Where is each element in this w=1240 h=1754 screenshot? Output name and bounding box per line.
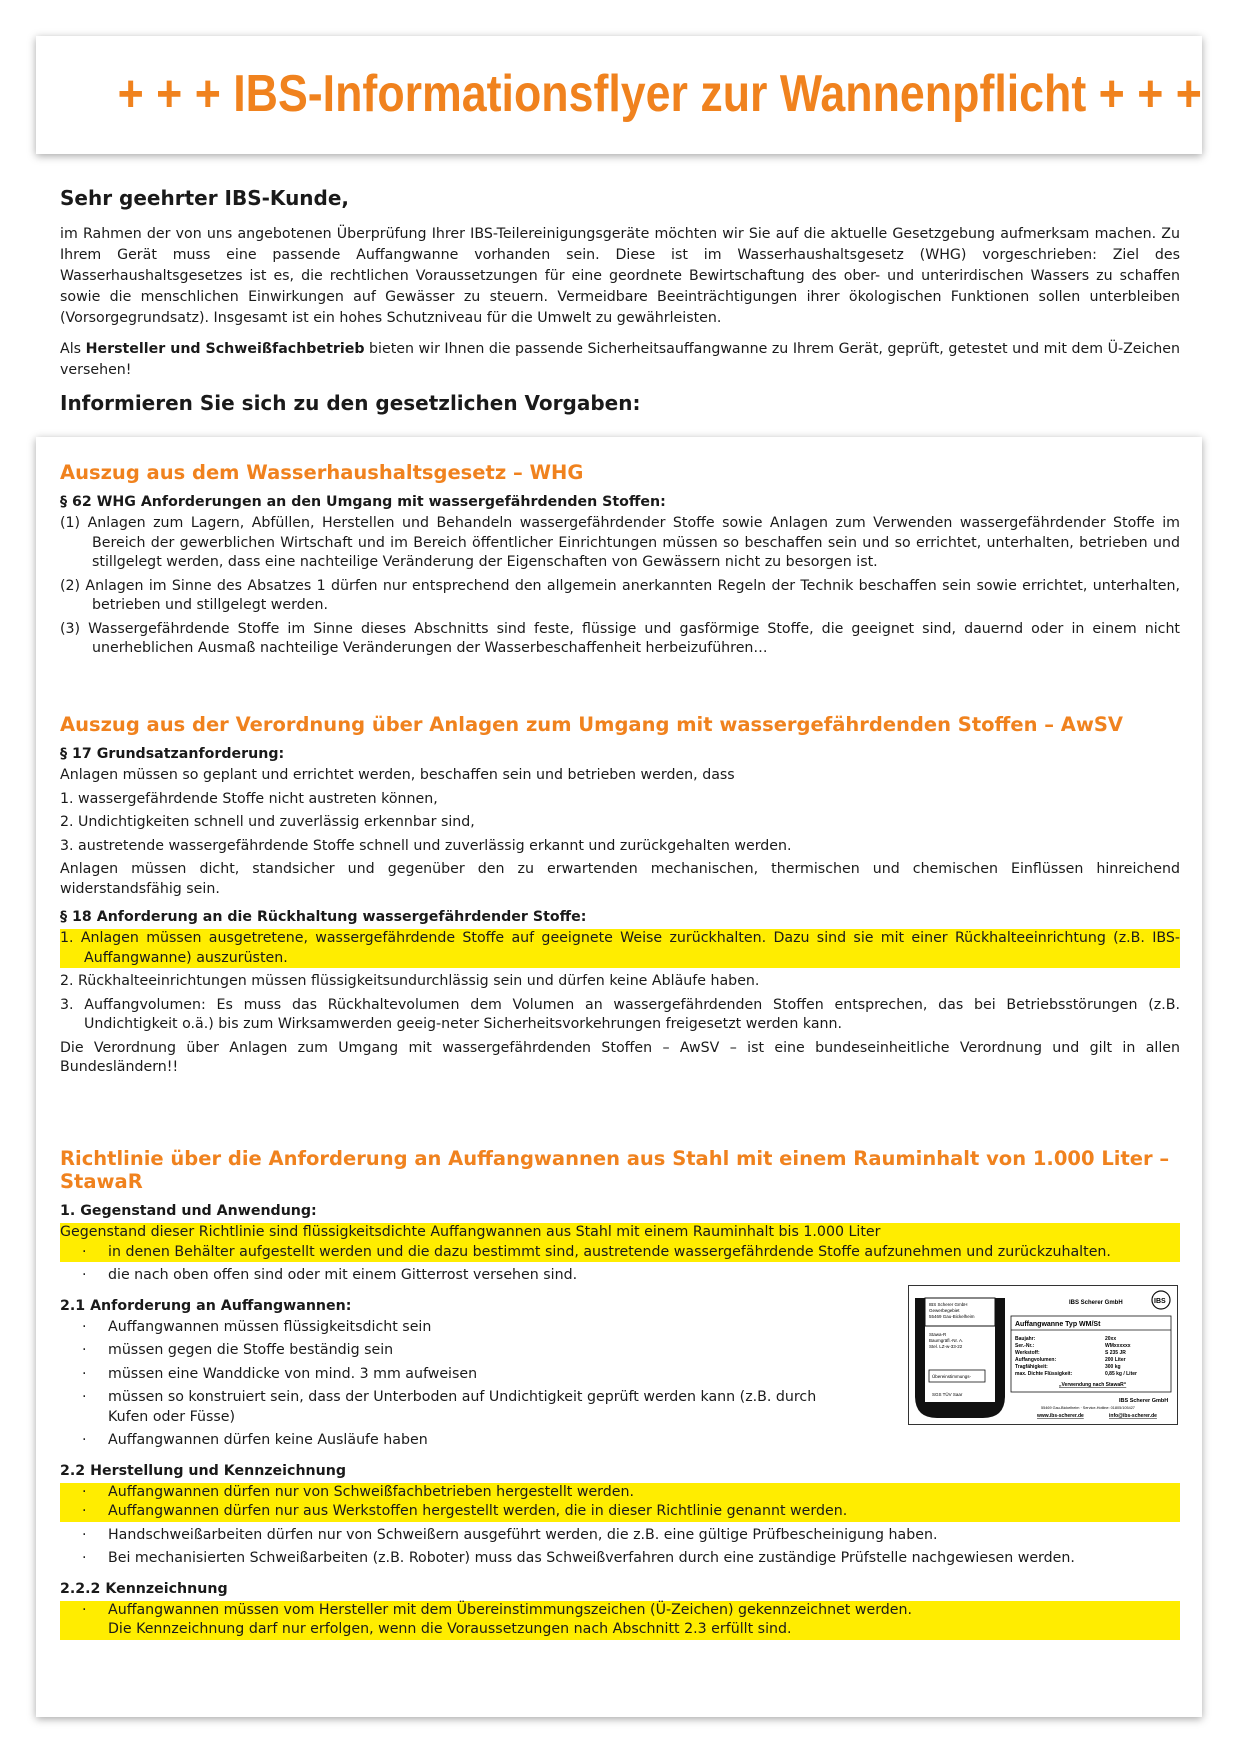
- intro-p2-post: bieten wir Ihnen die passende Sicherheitsauffangwanne zu Ihrem Gerät, geprüft, getestet und mit dem Ü-Zeichen versehen!: [60, 341, 1180, 378]
- page-title: + + + IBS-Informationsflyer zur Wannenpflicht + + +: [117, 65, 1202, 123]
- svg-text:55469 Gau-Bickelheim · Service: 55469 Gau-Bickelheim · Service-Hotline: 01805/105427: [1041, 1406, 1135, 1410]
- whg-item: (2) Anlagen im Sinne des Absatzes 1 dürfen nur entsprechend den allgemein anerkannten Regeln der Technik beschaffen sein sowie errichtet, unterhalten, betrieben und stillgelegt werden.: [60, 577, 1180, 613]
- svg-text:Baujahr:: Baujahr:: [1015, 1336, 1036, 1342]
- intro-paragraph: im Rahmen der von uns angebotenen Überprüfung Ihrer IBS-Teilereinigungsgeräte möchten wir Sie auf die aktuelle Gesetzgebung aufmerksam machen. Zu Ihrem Gerät muss eine passende Auffangwanne vorhanden sein. Diese ist im Wasserhaushaltsgesetz (WHG) vorgeschrieben: Ziel des Wasserhaushaltsgesetzes ist es, die rechtlichen Voraussetzungen für eine geordnete Bewirtschaftung des ober- und unterirdischen Wassers zu schaffen sowie die menschlichen Einwirkungen auf Gewässer zu steuern. Vermeidbare Beeinträchtigungen ihrer ökologischen Funktionen sollen unterbleiben (Vorsorgegrundsatz). Insgesamt ist ein hohes Schutzniveau für die Umwelt zu gewährleisten.: [60, 226, 1180, 326]
- awsv-list18-item-highlight: 1. Anlagen müssen ausgetretene, wassergefährdende Stoffe auf geeignete Weise zurückhalten. Dazu sind sie mit einer Rückhalteeinrichtung (z.B. IBS-Auffangwanne) auszurüsten.: [60, 929, 1180, 968]
- svg-text:max. Dichte Flüssigkeit:: max. Dichte Flüssigkeit:: [1015, 1371, 1073, 1377]
- stawar-bullet: · die nach oben offen sind oder mit einem Gitterrost versehen sind.: [82, 1267, 578, 1283]
- stawar-highlight1: Gegenstand dieser Richtlinie sind flüssigkeitsdichte Auffangwannen aus Stahl mit einem Rauminhalt bis 1.000 Liter: [60, 1223, 1180, 1243]
- svg-text:info@ibs-scherer.de: info@ibs-scherer.de: [1109, 1413, 1157, 1419]
- svg-text:300 kg: 300 kg: [1105, 1364, 1121, 1370]
- stawar-bullet-highlight: · Auffangwannen dürfen nur von Schweißfachbetrieben hergestellt werden.: [60, 1483, 1180, 1503]
- awsv-title: Auszug aus der Verordnung über Anlagen zum Umgang mit wassergefährdenden Stoffen – AwSV: [60, 713, 1124, 736]
- awsv-list17-item: 3. austretende wassergefährdende Stoffe schnell und zuverlässig erkannt und zurückgehalten werden.: [60, 837, 792, 854]
- type-plate-drawing: [909, 1286, 1177, 1424]
- stawar-bullet-highlight: · in denen Behälter aufgestellt werden und die dazu bestimmt sind, austretende wassergefährdende Stoffe aufzunehmen und zurückzuhalten.: [60, 1243, 1180, 1263]
- awsv-intro17: Anlagen müssen so geplant und errichtet werden, beschaffen sein und betrieben werden, dass: [60, 767, 735, 783]
- intro-p2-pre: Als: [60, 341, 86, 357]
- svg-text:IBS Scherer GmbH: IBS Scherer GmbH: [1069, 1300, 1123, 1306]
- whg-item: (1) Anlagen zum Lagern, Abfüllen, Herstellen und Behandeln wassergefährdender Stoffe sowie Anlagen zum Verwenden wassergefährdender Stoffe im Bereich der gewerblichen Wirtschaft und im Bereich öffentlicher Einrichtungen müssen so beschaffen sein und so errichtet, unterhalten, betrieben und stillgelegt werden, dass eine nachteilige Veränderung der Eigenschaften von Gewässern nicht zu besorgen ist.: [60, 515, 1180, 570]
- svg-text:Stawa-R: Stawa-R: [929, 1332, 947, 1337]
- svg-text:„Verwendung nach StawaR“: „Verwendung nach StawaR“: [1059, 1382, 1127, 1388]
- stawar-bullet: · Handschweißarbeiten dürfen nur von Schweißern ausgeführt werden, die z.B. eine gültige Prüfbescheinigung haben.: [82, 1526, 938, 1543]
- awsv-outro17: Anlagen müssen dicht, standsicher und gegenüber den zu erwartenden mechanischen, thermischen und chemischen Einflüssen hinreichend widerstandsfähig sein.: [60, 861, 1180, 897]
- svg-text:55469 Gau-Bickelheim: 55469 Gau-Bickelheim: [929, 1314, 975, 1319]
- whg-item: (3) Wassergefährdende Stoffe im Sinne dieses Abschnitts sind feste, flüssige und gasförmige Stoffe, die geeignet sind, dauernd oder in einem nicht unerheblichen Ausmaß nachteilige Veränderungen der Wasserbeschaffenheit herbeizuführen…: [60, 620, 1180, 656]
- svg-text:Auffangwanne Typ WM/St: Auffangwanne Typ WM/St: [1015, 1321, 1101, 1328]
- intro-paragraph-2: [60, 339, 1180, 381]
- awsv-sub17: § 17 Grundsatzanforderung:: [60, 746, 285, 762]
- stawar-bullet: · Auffangwannen dürfen keine Ausläufe haben: [82, 1432, 428, 1448]
- svg-text:Stel. LZ-w-33-22: Stel. LZ-w-33-22: [929, 1344, 963, 1349]
- stawar-bullet: · Auffangwannen müssen flüssigkeitsdicht sein: [82, 1318, 432, 1335]
- awsv-sub18: § 18 Anforderung an die Rückhaltung wassergefährdender Stoffe:: [60, 909, 587, 925]
- whg-subheading: § 62 WHG Anforderungen an den Umgang mit wassergefährdenden Stoffen:: [60, 494, 666, 510]
- svg-text:S 235 JR: S 235 JR: [1105, 1350, 1126, 1356]
- svg-text:www.ibs-scherer.de: www.ibs-scherer.de: [1037, 1413, 1084, 1419]
- svg-text:20xx: 20xx: [1105, 1336, 1117, 1342]
- stawar-bullet: · Bei mechanisierten Schweißarbeiten (z.B. Roboter) muss das Schweißverfahren durch eine zuständige Prüfstelle nachgewiesen werden.: [82, 1550, 1075, 1566]
- stawar-title: Richtlinie über die Anforderung an Auffangwannen aus Stahl mit einem Rauminhalt von 1.000 Liter – StawaR: [60, 1147, 1170, 1193]
- stawar-sub1: 1. Gegenstand und Anwendung:: [60, 1203, 317, 1219]
- svg-text:Auffangvolumen:: Auffangvolumen:: [1015, 1357, 1057, 1363]
- salutation: Sehr geehrter IBS-Kunde,: [60, 186, 350, 210]
- awsv-outro18: Die Verordnung über Anlagen zum Umgang mit wassergefährdenden Stoffen – AwSV – ist eine bundeseinheitliche Verordnung und gilt in allen Bundesländern!!: [60, 1039, 1180, 1075]
- stawar-sub222: 2.2.2 Kennzeichnung: [60, 1580, 228, 1597]
- svg-text:Gewerbegebiet: Gewerbegebiet: [929, 1308, 960, 1313]
- svg-text:IBS Scherer GmbH: IBS Scherer GmbH: [1119, 1398, 1169, 1404]
- svg-text:Ser.-Nr.:: Ser.-Nr.:: [1015, 1343, 1035, 1349]
- svg-text:SGS TÜV Saar: SGS TÜV Saar: [932, 1392, 963, 1397]
- svg-text:Tragfähigkeit:: Tragfähigkeit:: [1015, 1364, 1048, 1370]
- stawar-sub22: 2.2 Herstellung und Kennzeichnung: [60, 1462, 347, 1479]
- stawar-bullet: · müssen gegen die Stoffe beständig sein: [82, 1342, 394, 1358]
- header-banner: [36, 36, 1202, 154]
- whg-title: Auszug aus dem Wasserhaushaltsgesetz – WHG: [60, 461, 584, 484]
- svg-text:Baumgräfl.-Nr. A.: Baumgräfl.-Nr. A.: [929, 1338, 964, 1343]
- svg-text:200 Liter: 200 Liter: [1105, 1357, 1126, 1363]
- svg-text:WMxxxxxx: WMxxxxxx: [1105, 1343, 1131, 1349]
- stawar-bullet-highlight: · Auffangwannen müssen vom Hersteller mit dem Übereinstimmungszeichen (Ü-Zeichen) gekennzeichnet werden. Die Kennzeichnung darf nur erfolgen, wenn die Voraussetzungen nach Abschnitt 2.3 erfüllt sind.: [60, 1601, 1180, 1640]
- intro-p2-bold: Hersteller und Schweißfachbetrieb: [85, 341, 365, 357]
- awsv-list18-item: 3. Auffangvolumen: Es muss das Rückhaltevolumen dem Volumen an wassergefährdenden Stoffen entsprechen, das bei Betriebsstörungen (z.B. Undichtigkeit o.ä.) bis zum Wirksamwerden geeig-neter Sicherheitsvorkehrungen freigesetzt werden kann.: [60, 996, 1180, 1032]
- awsv-list17-item: 2. Undichtigkeiten schnell und zuverlässig erkennbar sind,: [60, 814, 475, 830]
- awsv-list17-item: 1. wassergefährdende Stoffe nicht austreten können,: [60, 790, 438, 807]
- awsv-list18-item: 2. Rückhalteeinrichtungen müssen flüssigkeitsundurchlässig sein und dürfen keine Abläufe haben.: [60, 973, 760, 989]
- stawar-bullet: · müssen eine Wanddicke von mind. 3 mm aufweisen: [82, 1365, 478, 1382]
- type-plate-image: [908, 1285, 1178, 1425]
- content-panel: [36, 437, 1202, 1717]
- stawar-bullet-highlight: · Auffangwannen dürfen nur aus Werkstoffen hergestellt werden, die in dieser Richtlinie genannt werden.: [60, 1502, 1180, 1522]
- whg-section: [60, 461, 1180, 663]
- svg-text:IBS Scherer GmbH: IBS Scherer GmbH: [929, 1302, 968, 1307]
- svg-text:0,85 kg / Liter: 0,85 kg / Liter: [1105, 1371, 1137, 1377]
- svg-text:IBS: IBS: [1154, 1298, 1166, 1305]
- intro-heading: Informieren Sie sich zu den gesetzlichen Vorgaben:: [60, 391, 641, 415]
- stawar-bullet: · müssen so konstruiert sein, dass der Unterboden auf Undichtigkeit geprüft werden kann (z.B. durch Kufen oder Füsse): [82, 1389, 817, 1425]
- intro-section: [60, 186, 1180, 415]
- svg-text:Werkstoff:: Werkstoff:: [1015, 1350, 1040, 1356]
- awsv-section: [60, 713, 1180, 1082]
- stawar-sub21: 2.1 Anforderung an Auffangwannen:: [60, 1297, 352, 1314]
- svg-text:Übereinstimmungs-: Übereinstimmungs-: [932, 1374, 972, 1379]
